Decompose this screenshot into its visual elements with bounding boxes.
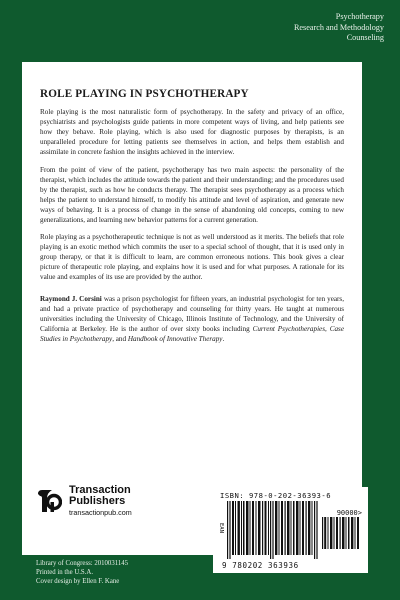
publisher-url: transactionpub.com <box>69 507 132 517</box>
main-barcode-icon <box>227 501 323 559</box>
library-of-congress: Library of Congress: 2010031145 <box>36 560 129 567</box>
printed-in: Printed in the U.S.A. <box>36 568 94 576</box>
bio-separator-1: , <box>325 325 330 334</box>
subject-categories <box>294 12 384 44</box>
author-name: Raymond J. Corsini <box>40 295 102 304</box>
isbn-text: ISBN: 978-0-202-36393-6 <box>220 491 332 500</box>
bio-separator-2: , and <box>112 335 128 344</box>
publisher-name-line-2: Publishers <box>69 494 126 507</box>
bio-book-2: Case Studies in Psychotherapy <box>40 325 344 344</box>
description-paragraph-1: Role playing is the most naturalistic form of psychotherapy. In the safety and privacy of an office, psychiatrists and psychologists guide patients in more competent ways of living, and help patients see how they behave. Role playing, which is also used for diagnostic purposes by therapists, is an unparalleled procedure for letting patients see themselves in action, and helps them establish and assimilate in concrete fashion the insights achieved in the interview. <box>40 108 344 156</box>
description-paragraph-3: Role playing as a psychotherapeutic technique is not as well understood as it merits. The beliefs that role playing is an exotic method which commits the user to a special school of thought, that it is used only in group therapy, or that it is difficult to learn, are common erroneous notions. This book gives a clear picture of therapeutic role playing, and explains how it is used and for what purposes. A rationale for its value and examples of its use are provided by the author. <box>40 233 344 282</box>
ean-label: EAN <box>218 523 224 533</box>
bio-text: was a prison psychologist for fifteen years, an industrial psychologist for ten years, and had a private practice of psychotherapy and counseling for thirty years. He taught at numerous universities including the University of Chicago, Illinois Institute of Technology, and the University of California at Berkeley. He is the author of over sixty books including <box>40 295 344 334</box>
price-code: 90000> <box>336 509 362 517</box>
price-barcode-icon <box>322 517 360 549</box>
publisher-name-line-1: Transaction <box>69 483 131 496</box>
description-paragraph-2: From the point of view of the patient, psychotherapy has two main aspects: the personality of the therapist, which includes the attitude towards the patient and their understanding; and the procedures used by the therapist, such as how he conducts therapy. The therapist sees psychotherapy as a process which helps the patient to understand himself, to modify his attitude and level of aspiration, and generate new ways of behaving. It is a process of change in the sense of abandoning old concepts, coming to new generalizations, and learning new behavior patterns for a current generation. <box>40 165 344 224</box>
publisher-logo <box>36 484 186 518</box>
author-bio <box>40 295 344 345</box>
transaction-logo-icon <box>36 488 62 514</box>
isbn-barcode-block <box>213 487 368 573</box>
ean-number: 9 780202 363936 <box>222 561 299 570</box>
cover-design-credit: Cover design by Ellen F. Kane <box>36 577 120 585</box>
bio-book-1: Current Psychotherapies <box>252 325 326 334</box>
bio-end: . <box>222 335 225 344</box>
imprint-info <box>36 560 128 587</box>
description-panel <box>22 62 362 555</box>
category-psychotherapy: Psychotherapy <box>335 12 384 21</box>
bio-book-3: Handbook of Innovative Therapy <box>127 335 223 344</box>
category-counseling: Counseling <box>346 33 384 42</box>
category-research: Research and Methodology <box>293 22 384 32</box>
book-title: ROLE PLAYING IN PSYCHOTHERAPY <box>40 88 249 100</box>
